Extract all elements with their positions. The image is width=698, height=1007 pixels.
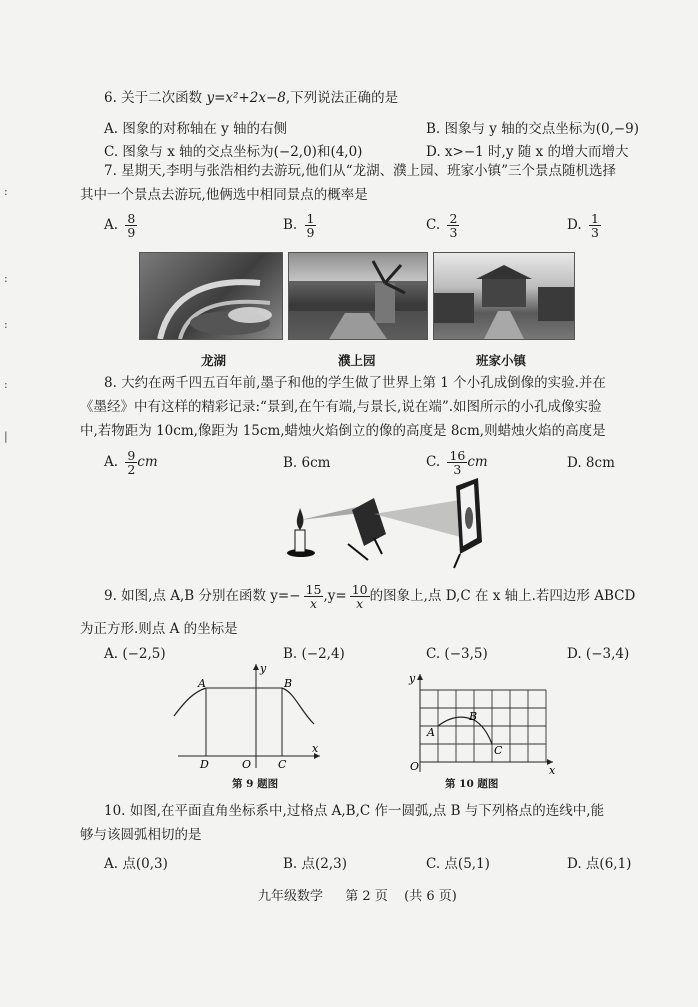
binding-mark: : — [4, 185, 8, 198]
question-9-line-2: 为正方形.则点 A 的坐标是 — [80, 621, 238, 637]
binding-mark: | — [4, 430, 8, 443]
footer-page: 第 2 页 — [345, 889, 388, 904]
fig9-label-c: C — [278, 758, 287, 771]
q7-option-a: A. $\frac{8}{9}$ — [104, 211, 136, 240]
question-8-line-3: 中,若物距为 10cm,像距为 15cm,蜡烛火焰倒立的像的高度是 8cm,则蜡烛火焰的高度是 — [80, 423, 606, 439]
q9-option-c: C. (−3,5) — [426, 646, 488, 662]
fig9-label-b: B — [284, 677, 293, 690]
caption-longhu: 龙湖 — [201, 353, 227, 368]
figure-10 — [405, 668, 557, 776]
fig9-label-o: O — [242, 758, 252, 771]
photo-banjia-town — [433, 252, 575, 340]
q8-option-b: B. 6cm — [283, 455, 331, 471]
question-8-line-2: 《墨经》中有这样的精彩记录:“景到,在午有端,与景长,说在端”.如图所示的小孔成像实验 — [80, 399, 602, 415]
fig10-label-b: B — [469, 710, 478, 723]
q10-option-d: D. 点(6,1) — [567, 856, 632, 872]
q6-option-d: D. x>−1 时,y 随 x 的增大而增大 — [426, 144, 629, 160]
figure-10-caption: 第 10 题图 — [445, 778, 499, 790]
fig9-label-x: x — [312, 742, 319, 755]
screen — [454, 478, 482, 568]
q6-option-a: A. 图象的对称轴在 y 轴的右侧 — [104, 121, 288, 137]
q9-option-a: A. (−2,5) — [104, 646, 166, 662]
q6-option-c: C. 图象与 x 轴的交点坐标为(−2,0)和(4,0) — [104, 144, 363, 160]
caption-pushangyuan: 濮上园 — [338, 353, 376, 368]
footer-subject: 九年级数学 — [258, 889, 324, 904]
q7-option-c: C. $\frac{2}{3}$ — [426, 211, 458, 240]
q10-option-a: A. 点(0,3) — [104, 856, 168, 872]
question-10-line-2: 够与该圆弧相切的是 — [80, 827, 202, 843]
q8-option-d: D. 8cm — [567, 455, 615, 471]
q10-option-b: B. 点(2,3) — [283, 856, 348, 872]
question-8-line-1: 8. 大约在两千四五百年前,墨子和他的学生做了世界上第 1 个小孔成倒像的实验.并在 — [104, 375, 606, 391]
q9-option-b: B. (−2,4) — [283, 646, 345, 662]
fig10-label-o: O — [410, 760, 420, 773]
footer-total: (共 6 页) — [404, 889, 457, 904]
binding-mark: : — [4, 272, 8, 285]
binding-mark: : — [4, 378, 8, 391]
question-9-line-1: 9. 如图,点 A,B 分别在函数 y=− $\frac{15}{x}$ ,y= $\frac{10}{x}$ 的图象上,点 D,C 在 x 轴上.若四边形 ABCD — [104, 582, 636, 611]
pinhole-board — [348, 498, 386, 560]
q8-option-a: A. $\frac{9}{2}$ cm — [104, 448, 158, 477]
figure-9-caption: 第 9 题图 — [232, 778, 279, 790]
question-6-stem: 6. 关于二次函数 y=x²+2x−8,下列说法正确的是 — [104, 90, 399, 106]
figure-9 — [170, 660, 330, 772]
candle-icon — [287, 508, 315, 557]
fig10-label-a: A — [427, 726, 435, 739]
page-footer — [258, 885, 457, 904]
fig9-label-a: A — [198, 677, 206, 690]
pinhole-figure — [282, 478, 492, 570]
fig9-label-y: y — [260, 662, 267, 675]
q7-option-d: D. $\frac{1}{3}$ — [567, 211, 599, 240]
q6-option-b: B. 图象与 y 轴的交点坐标为(0,−9) — [426, 121, 640, 137]
q8-option-c: C. $\frac{16}{3}$ cm — [426, 448, 488, 477]
fig10-label-x: x — [549, 764, 556, 776]
q9-option-d: D. (−3,4) — [567, 646, 630, 662]
photo-pushangyuan — [288, 252, 428, 340]
question-7-line-2: 其中一个景点去游玩,他俩选中相同景点的概率是 — [80, 187, 368, 203]
caption-banjia-town: 班家小镇 — [476, 353, 527, 368]
fig10-label-y: y — [409, 672, 416, 685]
fig10-label-c: C — [494, 744, 503, 757]
fig9-label-d: D — [200, 758, 209, 771]
q10-option-c: C. 点(5,1) — [426, 856, 490, 872]
question-7-line-1: 7. 星期天,李明与张浩相约去游玩,他们从“龙湖、濮上园、班家小镇”三个景点随机选择 — [104, 163, 617, 179]
question-10-line-1: 10. 如图,在平面直角坐标系中,过格点 A,B,C 作一圆弧,点 B 与下列格点的连线中,能 — [104, 803, 605, 819]
binding-mark: : — [4, 318, 8, 331]
photo-longhu — [139, 252, 283, 340]
q7-option-b: B. $\frac{1}{9}$ — [283, 211, 315, 240]
